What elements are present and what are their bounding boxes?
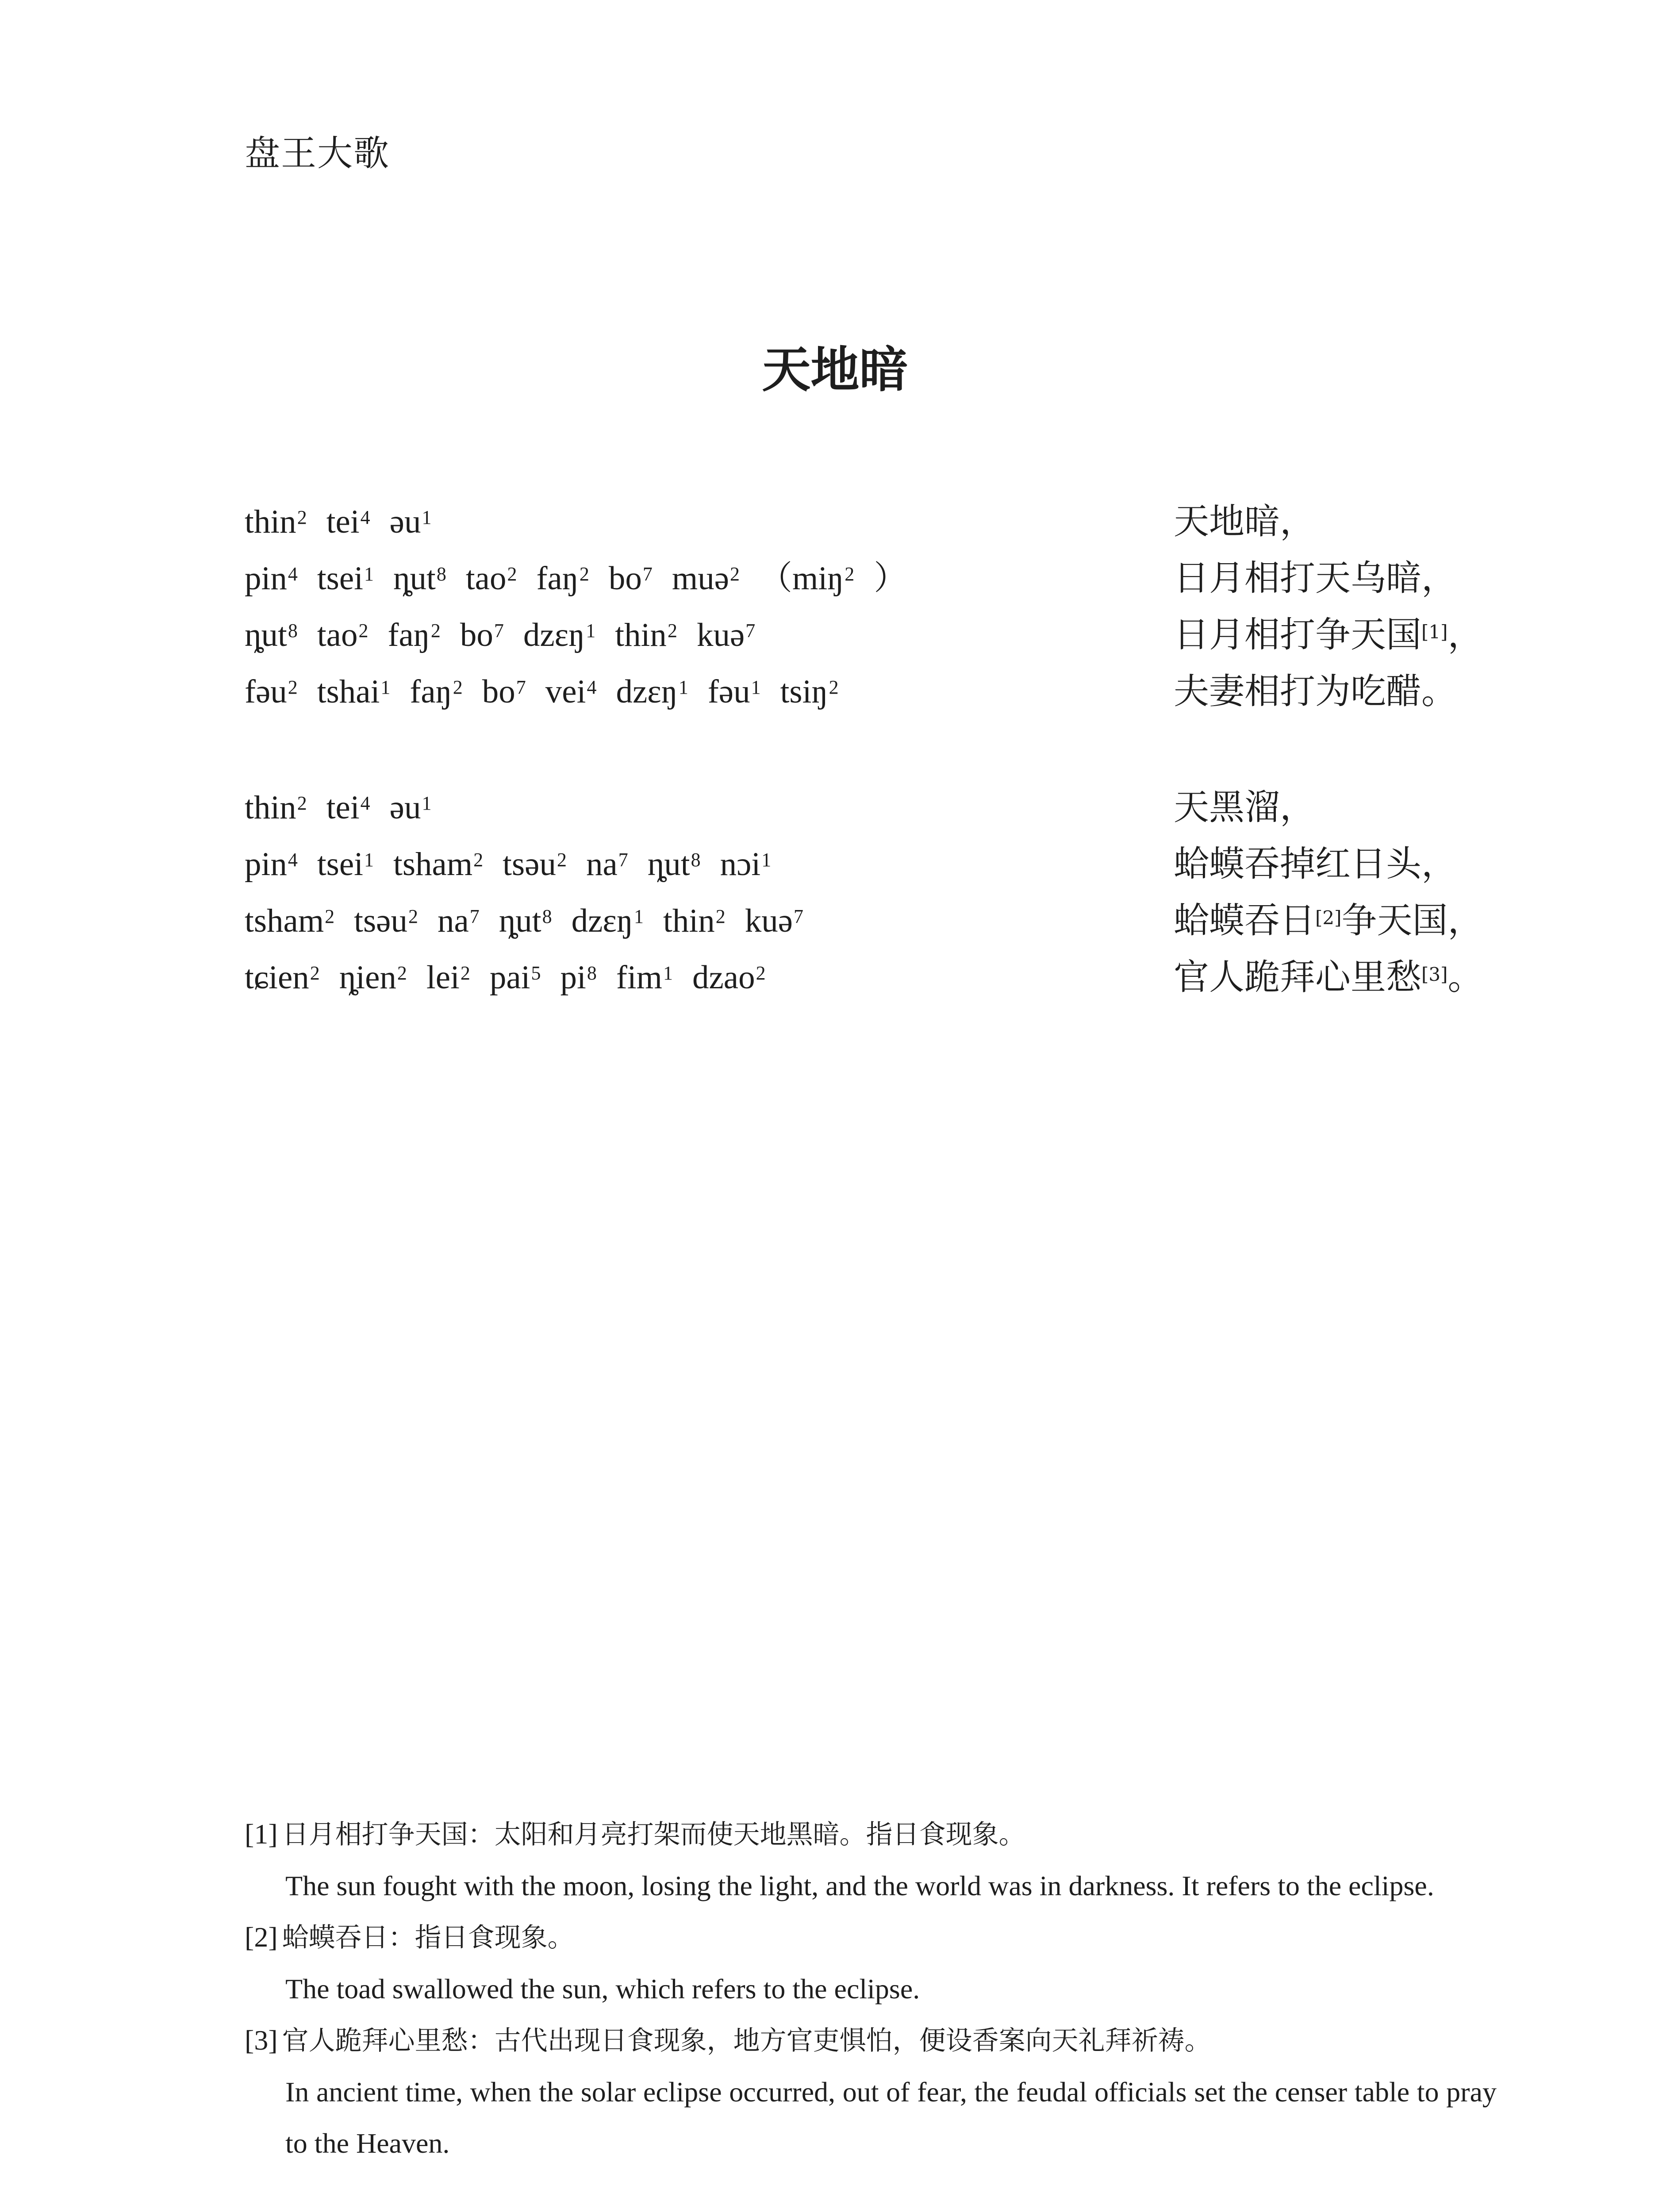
syllable (615, 613, 677, 657)
syllable (561, 956, 597, 1000)
chinese-line (1174, 896, 1483, 945)
tone-number: 1 (634, 906, 644, 927)
syllable-text: dzao (692, 959, 755, 996)
syllable-text: ȵut (647, 846, 690, 883)
chinese-line (1174, 497, 1315, 546)
syllable-text: pai (489, 959, 530, 996)
syllable (460, 613, 504, 657)
syllable (317, 842, 374, 887)
chinese-text: 天黑溜， (1174, 787, 1315, 828)
tone-number: 1 (364, 563, 374, 585)
syllable-text: bo (460, 617, 493, 653)
tone-number: 7 (794, 906, 803, 927)
chinese-line (1174, 953, 1483, 1002)
syllable (616, 670, 688, 714)
syllable (390, 500, 432, 544)
syllable-text: pin (245, 846, 287, 883)
note-ref: [3] (1421, 964, 1448, 985)
verse-line (245, 842, 1483, 899)
tone-number: 1 (678, 676, 688, 698)
tone-number: 2 (579, 563, 589, 585)
syllable-text: tsham (245, 902, 324, 939)
syllable (482, 670, 526, 714)
syllable (426, 956, 470, 1000)
footnotes (245, 1809, 1497, 2169)
syllable-text: tsəu (354, 902, 407, 939)
romanization-line (245, 557, 926, 601)
song-title: 天地暗 (762, 342, 908, 398)
syllable (393, 842, 483, 887)
syllable-text: kuə (745, 902, 793, 939)
chinese-text: 官人跪拜心里愁 (1174, 956, 1421, 998)
tone-number: 2 (297, 507, 307, 528)
footnote-chinese-text: 日月相打争天国：太阳和月亮打架而使天地黑暗。指日食现象。 (282, 1819, 1025, 1850)
syllable-text: fəu (707, 673, 750, 710)
footnote-chinese-text: 官人跪拜心里愁：古代出现日食现象，地方官吏惧怕，便设香案向天礼拜祈祷。 (282, 2025, 1211, 2056)
syllable (317, 670, 391, 714)
syllable-text: ȵut (499, 902, 541, 939)
syllable-text: thin (245, 789, 296, 826)
syllable-text: ȵien (339, 959, 396, 996)
syllable (326, 786, 370, 830)
verse-line (245, 899, 1483, 956)
syllable (466, 557, 517, 601)
tone-number: 1 (761, 849, 772, 871)
syllable (245, 670, 298, 714)
syllable-text: kuə (696, 617, 745, 653)
tone-number: 1 (751, 676, 761, 698)
chinese-text: 天地暗， (1174, 501, 1315, 542)
syllable (720, 842, 772, 887)
tone-number: 2 (397, 962, 407, 984)
syllable-text: tsei (317, 560, 363, 597)
footnote-number: [1] (245, 1818, 278, 1850)
syllable (697, 613, 755, 657)
tone-number: 5 (531, 962, 541, 984)
tone-number: 8 (691, 849, 701, 871)
romanization-line (245, 670, 858, 714)
tone-number: 2 (460, 962, 470, 984)
tone-number: 2 (310, 962, 320, 984)
chinese-text: 日月相打争天国 (1174, 614, 1421, 655)
chinese-line (1174, 611, 1483, 659)
tone-number: 1 (364, 849, 374, 871)
romanization-line (245, 500, 451, 544)
footnote-number: [3] (245, 2024, 278, 2056)
tone-number: 1 (380, 676, 391, 698)
syllable (438, 899, 480, 943)
tone-number: 1 (422, 792, 432, 814)
syllable-text: bo (608, 560, 642, 597)
syllable-text: tsiŋ (780, 673, 828, 710)
syllable-text: əu (389, 789, 421, 826)
syllable-text: na (586, 846, 618, 883)
syllable-text: dzɛŋ (523, 617, 585, 653)
syllable (245, 557, 298, 601)
syllable-text: ȵut (393, 560, 436, 597)
verse-line (245, 613, 1483, 670)
chinese-text-after: 。 (1447, 956, 1483, 998)
tone-number: 2 (829, 676, 839, 698)
syllable (759, 557, 854, 601)
tone-number: 4 (587, 676, 597, 698)
note-ref: [2] (1315, 907, 1342, 929)
syllable (708, 670, 761, 714)
syllable-text: tei (326, 503, 360, 540)
tone-number: 2 (453, 676, 463, 698)
tone-number: 4 (288, 563, 298, 585)
running-header: 盘王大歌 (245, 133, 390, 174)
footnote-chinese-text: 蛤蟆吞日：指日食现象。 (282, 1922, 574, 1953)
syllable-text: lei (426, 959, 460, 996)
syllable (586, 842, 628, 887)
syllable (503, 842, 567, 887)
tone-number: 7 (469, 906, 480, 927)
syllable (499, 899, 552, 943)
syllable-text: tɕien (245, 959, 309, 996)
tone-number: 2 (715, 906, 726, 927)
tone-number: 7 (642, 563, 653, 585)
footnote-english: The sun fought with the moon, losing the light, and the world was in darkness. It refers to the eclipse. (285, 1870, 1434, 1901)
footnote-chinese (245, 1809, 1497, 1860)
syllable-text: əu (389, 503, 421, 540)
syllable-text: tao (465, 560, 507, 597)
chinese-text: 日月相打天乌暗， (1174, 557, 1457, 599)
syllable-text: thin (663, 902, 715, 939)
footnote-english: The toad swallowed the sun, which refers to the eclipse. (285, 1973, 920, 2005)
syllable (354, 899, 418, 943)
verse-line (245, 500, 1483, 557)
chinese-text: 蛤蟆吞日 (1174, 900, 1315, 941)
syllable (616, 956, 673, 1000)
tone-number: 2 (667, 620, 677, 641)
syllable-text: tao (317, 617, 358, 653)
tone-number: 2 (730, 563, 740, 585)
romanization-line (245, 613, 775, 657)
verse-line (245, 557, 1483, 613)
syllable (780, 670, 839, 714)
syllable (245, 786, 307, 830)
tone-number: 2 (557, 849, 567, 871)
verse-line (245, 786, 1483, 842)
syllable-text: pin (245, 560, 287, 597)
syllable (545, 670, 597, 714)
syllable (390, 786, 432, 830)
tone-number: 2 (507, 563, 517, 585)
syllable-text: （miŋ (759, 560, 844, 597)
tone-number: 1 (663, 962, 673, 984)
syllable (245, 500, 307, 544)
tone-number: 8 (288, 620, 298, 641)
tone-number: 2 (845, 563, 855, 585)
footnote-chinese (245, 1912, 1497, 1963)
chinese-text: 蛤蟆吞掉红日头， (1174, 843, 1457, 884)
syllable (609, 557, 653, 601)
chinese-line (1174, 667, 1457, 716)
tone-number: 2 (297, 792, 307, 814)
syllable-text: fəu (245, 673, 287, 710)
tone-number: 8 (436, 563, 446, 585)
tone-number: 7 (618, 849, 628, 871)
syllable (536, 557, 589, 601)
syllable-text: tei (326, 789, 360, 826)
tone-number: 2 (325, 906, 335, 927)
syllable-text: vei (545, 673, 586, 710)
syllable-text: tsəu (503, 846, 556, 883)
syllable-text: pi (560, 959, 586, 996)
romanization-line (245, 956, 785, 1000)
syllable-text: ） (874, 560, 907, 597)
syllable (317, 557, 374, 601)
tone-number: 4 (360, 507, 370, 528)
syllable-text: bo (482, 673, 515, 710)
tone-number: 2 (288, 676, 298, 698)
syllable (663, 899, 726, 943)
syllable-text: tsei (317, 846, 363, 883)
tone-number: 8 (587, 962, 597, 984)
tone-number: 1 (422, 507, 432, 528)
syllable (245, 613, 298, 657)
syllable (648, 842, 701, 887)
chinese-line (1174, 783, 1315, 832)
chinese-line (1174, 554, 1457, 603)
footnote-chinese (245, 2015, 1497, 2066)
tone-number: 2 (430, 620, 441, 641)
romanization-line (245, 842, 791, 887)
syllable (874, 557, 907, 601)
stanza-2 (245, 786, 1483, 1012)
syllable-text: tshai (317, 673, 380, 710)
syllable (490, 956, 541, 1000)
chinese-text-after: ， (1447, 614, 1483, 655)
syllable (339, 956, 407, 1000)
tone-number: 2 (473, 849, 484, 871)
syllable-text: nɔi (720, 846, 761, 883)
verse-line (245, 670, 1483, 726)
chinese-text: 夫妻相打为吃醋。 (1174, 671, 1457, 712)
tone-number: 2 (756, 962, 766, 984)
tone-number: 7 (745, 620, 756, 641)
syllable (326, 500, 370, 544)
syllable (245, 956, 320, 1000)
syllable (692, 956, 766, 1000)
syllable-text: thin (245, 503, 296, 540)
syllable-text: thin (615, 617, 667, 653)
syllable (410, 670, 462, 714)
chinese-text-after: 争天国， (1341, 900, 1483, 941)
footnote-number: [2] (245, 1921, 278, 1953)
note-ref: [1] (1421, 621, 1448, 643)
tone-number: 2 (358, 620, 369, 641)
syllable-text: muə (672, 560, 729, 597)
romanization-line (245, 899, 823, 943)
tone-number: 7 (516, 676, 526, 698)
syllable (745, 899, 803, 943)
verse-line (245, 956, 1483, 1012)
syllable (245, 842, 298, 887)
syllable (672, 557, 740, 601)
chinese-line (1174, 840, 1457, 888)
syllable-text: faŋ (410, 673, 452, 710)
syllable (523, 613, 595, 657)
syllable (245, 899, 334, 943)
tone-number: 8 (542, 906, 552, 927)
syllable-text: faŋ (388, 617, 430, 653)
romanization-line (245, 786, 451, 830)
syllable-text: ȵut (245, 617, 287, 653)
syllable (572, 899, 644, 943)
tone-number: 4 (288, 849, 298, 871)
syllable-text: faŋ (536, 560, 579, 597)
syllable (388, 613, 440, 657)
syllable-text: na (437, 902, 469, 939)
syllable-text: dzɛŋ (616, 673, 678, 710)
syllable-text: fim (616, 959, 663, 996)
tone-number: 2 (408, 906, 418, 927)
syllable (393, 557, 446, 601)
tone-number: 4 (360, 792, 370, 814)
syllable (317, 613, 369, 657)
syllable-text: tsham (393, 846, 473, 883)
footnote-english: In ancient time, when the solar eclipse occurred, out of fear, the feudal officials set the censer table to pray to the Heaven. (285, 2076, 1497, 2159)
tone-number: 7 (494, 620, 504, 641)
stanza-1 (245, 500, 1483, 726)
tone-number: 1 (586, 620, 596, 641)
syllable-text: dzɛŋ (571, 902, 633, 939)
